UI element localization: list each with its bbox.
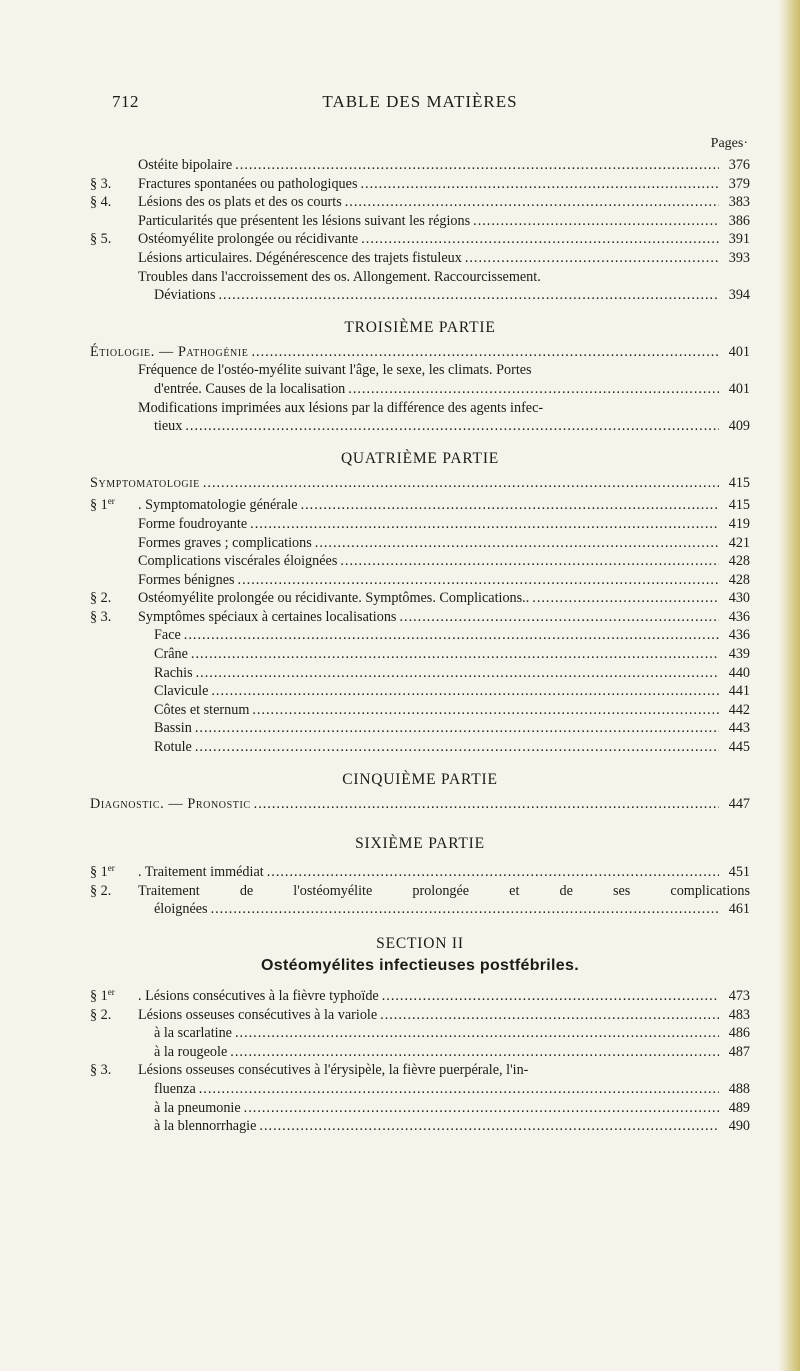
toc-entry: § 1er . Traitement immédiat ..... 451 (90, 859, 750, 882)
toc-subentry: Côtes et sternum ..... 442 (90, 701, 750, 720)
toc-block-part6 (90, 859, 750, 919)
toc-block-1 (90, 156, 750, 305)
toc-entry: Forme foudroyante ..... 419 (90, 515, 750, 534)
toc-block-part4 (90, 474, 750, 757)
toc-subentry: à la rougeole ..... 487 (90, 1043, 750, 1062)
page-edge (778, 0, 800, 1371)
toc-block-part3 (90, 343, 750, 436)
toc-block-section2 (90, 983, 750, 1136)
toc-subentry: à la pneumonie ..... 489 (90, 1099, 750, 1118)
toc-entry-multiline: § 2. Traitement de l'ostéomyélite prolongée et de ses complications (90, 882, 750, 899)
toc-subentry: Rachis ..... 440 (90, 664, 750, 683)
part-heading: CINQUIÈME PARTIE (342, 770, 498, 788)
toc-entry: Complications viscérales éloignées ..... 428 (90, 552, 750, 571)
toc-entry-continuation: Déviations ..... 394 (90, 286, 750, 305)
toc-chapter-entry: Étiologie. — Pathogénie ..... 401 (90, 343, 750, 362)
toc-entry-multiline: § 3. Lésions osseuses consécutives à l'érysipèle, la fièvre puerpérale, l'in- (90, 1062, 529, 1079)
toc-entry: § 5. Ostéomyélite prolongée ou récidivante ..... 391 (90, 230, 750, 249)
toc-entry-continuation: éloignées ..... 461 (90, 900, 750, 919)
toc-entry: Formes graves ; complications ..... 421 (90, 534, 750, 553)
section-heading: SECTION II (376, 935, 464, 952)
toc-entry: Lésions articulaires. Dégénérescence des trajets fistuleux ..... 393 (90, 249, 750, 268)
toc-entry: § 1er . Lésions consécutives à la fièvre typhoïde ..... 473 (90, 983, 750, 1006)
part-heading: QUATRIÈME PARTIE (340, 449, 500, 467)
toc-subentry: Rotule ..... 445 (90, 738, 750, 757)
toc-subentry: Crâne ..... 439 (90, 645, 750, 664)
toc-subentry: à la blennorrhagie ..... 490 (90, 1117, 750, 1136)
running-header (90, 92, 750, 122)
section-title: Ostéomyélites infectieuses postfébriles. (261, 957, 579, 974)
toc-entry: § 3. Fractures spontanées ou pathologiques ..... 379 (90, 175, 750, 194)
toc-entry-continuation: fluenza ..... 488 (90, 1080, 750, 1099)
page-title: TABLE DES MATIÈRES (322, 92, 518, 111)
toc-page (90, 92, 750, 1136)
toc-entry-multiline: Modifications imprimées aux lésions par la différence des agents infec- (138, 399, 544, 416)
page-number: 712 (112, 92, 139, 111)
toc-entry-multiline: Troubles dans l'accroissement des os. Allongement. Raccourcissement. (138, 268, 541, 285)
toc-entry: § 2. Lésions osseuses consécutives à la variole ..... 483 (90, 1006, 750, 1025)
toc-subentry: Face ..... 436 (90, 626, 750, 645)
toc-entry: § 3. Symptômes spéciaux à certaines localisations ..... 436 (90, 608, 750, 627)
toc-entry-continuation: tieux ..... 409 (90, 417, 750, 436)
toc-entry: Particularités que présentent les lésions suivant les régions ..... 386 (90, 212, 750, 231)
toc-entry: Formes bénignes ..... 428 (90, 571, 750, 590)
toc-subentry: Bassin ..... 443 (90, 719, 750, 738)
toc-entry: § 2. Ostéomyélite prolongée ou récidivante. Symptômes. Complications.. ..... 430 (90, 589, 750, 608)
toc-entry-continuation: d'entrée. Causes de la localisation ..... 401 (90, 380, 750, 399)
toc-block-part5 (90, 795, 750, 814)
toc-subentry: à la scarlatine ..... 486 (90, 1024, 750, 1043)
toc-entry: § 1er . Symptomatologie générale ..... 415 (90, 492, 750, 515)
part-heading: SIXIÈME PARTIE (355, 835, 485, 853)
toc-entry: § 4. Lésions des os plats et des os courts ..... 383 (90, 193, 750, 212)
toc-chapter-entry: Diagnostic. — Pronostic ..... 447 (90, 795, 750, 814)
toc-chapter-entry: Symptomatologie ..... 415 (90, 474, 750, 493)
toc-subentry: Clavicule ..... 441 (90, 682, 750, 701)
toc-entry-multiline: Fréquence de l'ostéo-myélite suivant l'âge, le sexe, les climats. Portes (138, 362, 532, 379)
toc-entry: Ostéite bipolaire ..... 376 (90, 156, 750, 175)
part-heading: TROISIÈME PARTIE (344, 318, 496, 336)
pages-column-label: Pages· (710, 136, 748, 151)
